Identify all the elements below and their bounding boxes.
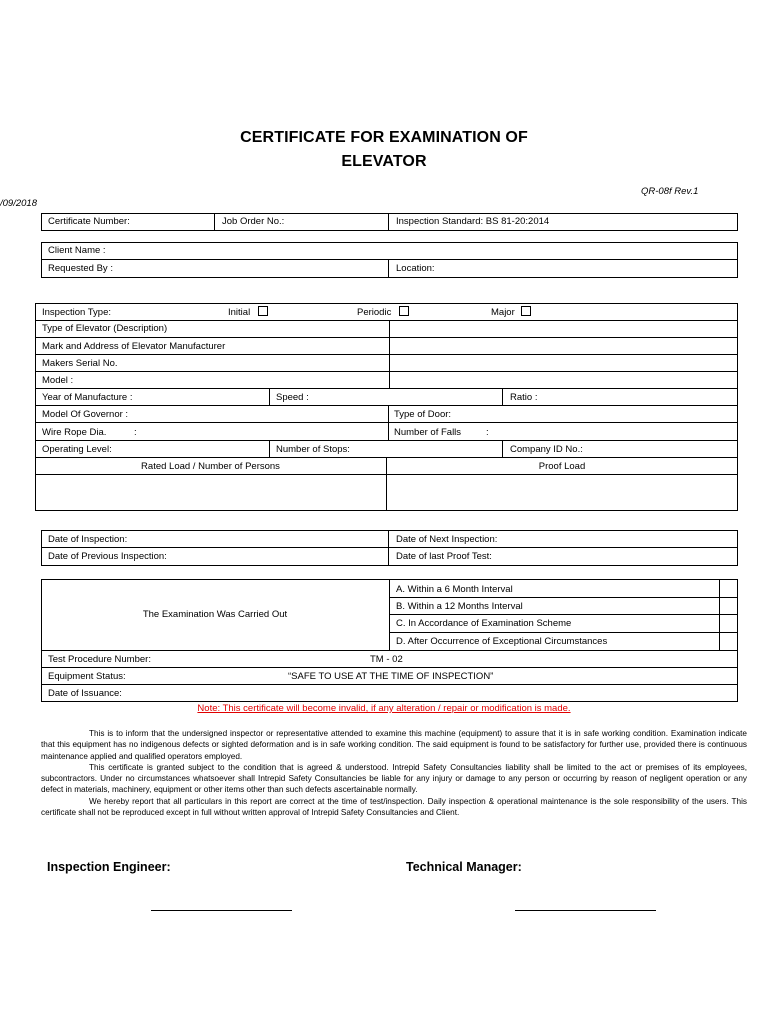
date-of-issuance-label: Date of Issuance: [48, 688, 122, 699]
inspection-engineer-signature-line [151, 910, 292, 911]
document-reference: QR-08f Rev.1 [641, 186, 699, 197]
mark-address-label: Mark and Address of Elevator Manufacturer [42, 341, 226, 352]
certificate-title-line1: CERTIFICATE FOR EXAMINATION OF [240, 129, 528, 146]
date-previous-inspection-label: Date of Previous Inspection: [48, 551, 167, 562]
speed-label: Speed : [276, 392, 309, 403]
certificate-title-line2: ELEVATOR [341, 153, 427, 170]
inspection-type-label: Inspection Type: [42, 307, 112, 318]
rated-load-label: Rated Load / Number of Persons [141, 461, 280, 472]
equipment-status-label: Equipment Status: [48, 671, 126, 682]
major-label: Major [491, 307, 515, 318]
option-c-label: C. In Accordance of Examination Scheme [396, 618, 572, 629]
inspection-engineer-label: Inspection Engineer: [47, 860, 171, 874]
initial-label: Initial [228, 307, 251, 318]
test-procedure-number-label: Test Procedure Number: [48, 654, 151, 665]
client-info-block [41, 242, 738, 278]
location-label: Location: [396, 263, 435, 274]
inspection-standard-label: Inspection Standard: BS 81-20:2014 [396, 216, 550, 227]
date-of-inspection-label: Date of Inspection: [48, 534, 128, 545]
wire-rope-colon: : [134, 427, 137, 438]
model-of-governor-label: Model Of Governor : [42, 409, 129, 420]
equipment-status-value: “SAFE TO USE AT THE TIME OF INSPECTION” [288, 671, 494, 682]
option-d-label: D. After Occurrence of Exceptional Circumstances [396, 636, 608, 647]
number-of-falls-colon: : [486, 427, 489, 438]
proof-load-label: Proof Load [538, 461, 586, 472]
periodic-label: Periodic [357, 307, 392, 318]
wire-rope-dia-label: Wire Rope Dia. [42, 427, 107, 438]
date-next-inspection-label: Date of Next Inspection: [396, 534, 498, 545]
requested-by-label: Requested By : [48, 263, 113, 274]
type-of-door-label: Type of Door: [394, 409, 452, 420]
examination-carried-out-label: The Examination Was Carried Out [142, 609, 288, 620]
invalidity-note: Note: This certificate will become invalid, if any alteration / repair or modification is made. [197, 703, 571, 714]
certificate-info-row [41, 213, 738, 231]
type-of-elevator-label: Type of Elevator (Description) [42, 323, 168, 334]
terms-paragraph-1: This is to inform that the undersigned inspector or representative attended to examine this machine (equipment) to assure that it is in safe working condition. Examination indicate that this equipment has no indigenous defects or sighted deformation and is in safe working condition. The said equipment is found to be satisfactory for further use, provided there is continuous maintenance applied and qualified operators employed. [41, 729, 747, 761]
terms-paragraph-2: This certificate is granted subject to the condition that is agreed & understood. Intrepid Safety Consultancies liability shall be limited to the act or premises of its employees, subcontractors. Under no circumstances whatsoever shall Intrepid Safety Consultancies be liable for any injury or damage to any person or occurring by reason of negligent operation or any defect in materials, machinery, equipment or other items other than such defects ascertainable normally. [41, 762, 747, 795]
year-of-manufacture-label: Year of Manufacture : [42, 392, 133, 403]
number-of-stops-label: Number of Stops: [276, 444, 350, 455]
terms-paragraph-3: We hereby report that all particulars in this report are correct at the time of test/inspection. Daily inspection & operational maintenance is the sole responsibility of the users. This certificate shall not be reproduced except in full without written approval of Intrepid Safety Consultancies and Client. [41, 796, 747, 818]
option-b-label: B. Within a 12 Months Interval [396, 601, 523, 612]
operating-level-label: Operating Level: [42, 444, 112, 455]
technical-manager-label: Technical Manager: [406, 860, 522, 874]
option-a-label: A. Within a 6 Month Interval [396, 584, 513, 595]
ratio-label: Ratio : [510, 392, 538, 403]
company-id-label: Company ID No.: [510, 444, 583, 455]
client-name-label: Client Name : [48, 245, 106, 256]
number-of-falls-label: Number of Falls [394, 427, 462, 438]
job-order-label: Job Order No.: [222, 216, 285, 227]
date-last-proof-label: Date of last Proof Test: [396, 551, 492, 562]
certificate-number-label: Certificate Number: [48, 216, 130, 227]
model-label: Model : [42, 375, 74, 386]
date-fragment: /09/2018 [0, 198, 37, 209]
major-checkbox[interactable] [521, 306, 531, 316]
terms-paragraphs [41, 728, 747, 818]
makers-serial-label: Makers Serial No. [42, 358, 118, 369]
test-procedure-number-value: TM - 02 [370, 654, 403, 665]
periodic-checkbox[interactable] [399, 306, 409, 316]
initial-checkbox[interactable] [258, 306, 268, 316]
technical-manager-signature-line [515, 910, 656, 911]
